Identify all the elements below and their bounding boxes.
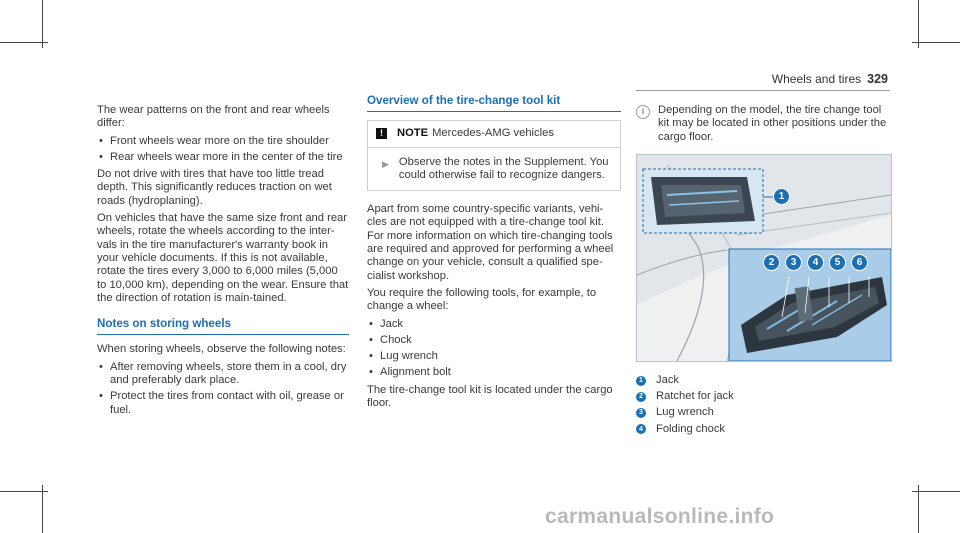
legend-label: Jack (656, 373, 680, 386)
legend-number: 3 (636, 408, 646, 418)
info-text: Depending on the model, the tire change tool kit may be located in other positions under the cargo floor. (658, 104, 887, 143)
info-note (636, 104, 892, 144)
list-item: • Chock (367, 334, 621, 347)
left-column (97, 104, 349, 421)
legend-label: Lug wrench (656, 406, 714, 419)
callout-4: 4 (807, 254, 824, 271)
tools-list (367, 318, 621, 380)
list-item: • Front wheels wear more on the tire shoulder (97, 135, 349, 148)
location-paragraph: The tire-change tool kit is located under the cargo floor. (367, 383, 613, 410)
tools-intro: You require the following tools, for example, to change a wheel: (367, 286, 597, 313)
note-box (367, 120, 621, 191)
note-body (368, 148, 620, 191)
storing-heading: Notes on storing wheels (97, 317, 349, 335)
list-item: • Protect the tires from contact with oil, grease or fuel. (97, 390, 349, 417)
crop-mark (912, 491, 960, 492)
watermark[interactable]: carmanualsonline.info (545, 505, 775, 528)
middle-column (367, 94, 621, 414)
callout-2: 2 (763, 254, 780, 271)
note-title: Mercedes-AMG vehicles (432, 127, 554, 140)
legend-item (636, 390, 892, 403)
callout-3: 3 (785, 254, 802, 271)
legend-label: Ratchet for jack (656, 390, 734, 403)
info-icon: i (636, 105, 650, 119)
legend-item (636, 423, 892, 436)
legend-number: 1 (636, 376, 646, 386)
legend-item (636, 374, 892, 387)
figure-legend (636, 374, 892, 436)
toolkit-paragraph: Apart from some country-specific variants, vehi-cles are not equipped with a tire-change tool kit. For more information on which tire-changing tools are required and approved for performing a wheel change on your vehicle, consult a qualified spe-cialist workshop. (367, 203, 614, 282)
list-item: • Rear wheels wear more in the center of the tire (97, 151, 349, 164)
wear-list (97, 135, 349, 165)
toolkit-illustration (636, 154, 892, 362)
right-column (636, 104, 892, 439)
wear-paragraph: The wear patterns on the front and rear wheels differ: (97, 104, 330, 130)
rotation-paragraph: On vehicles that have the same size front and rear wheels, rotate the wheels according to the inter-vals in the tire manufacturer's warranty book in your vehicle documents. If this is not available, rotate the tires every 3,000 to 6,000 miles (5,000 to 10,000 km), depending on the wear. Ensure that the direction of rotation is main-tained. (97, 212, 349, 304)
note-label: NOTE (397, 127, 429, 140)
page-header (772, 72, 888, 86)
note-header (368, 121, 620, 147)
storing-paragraph: When storing wheels, observe the following notes: (97, 343, 346, 356)
exclamation-icon: ! (376, 128, 387, 139)
list-item: • Lug wrench (367, 350, 621, 363)
callout-6: 6 (851, 254, 868, 271)
crop-mark (42, 0, 43, 48)
legend-number: 2 (636, 392, 646, 402)
crop-mark (918, 0, 919, 48)
header-rule (636, 90, 890, 91)
list-item: • Jack (367, 318, 621, 331)
crop-mark (42, 485, 43, 533)
callout-5: 5 (829, 254, 846, 271)
tread-paragraph: Do not drive with tires that have too little tread depth. This significantly reduces traction on wet roads (hydroplaning). (97, 168, 332, 207)
crop-mark (918, 485, 919, 533)
legend-label: Folding chock (656, 422, 726, 435)
page-number: 329 (867, 72, 888, 86)
section-title: Wheels and tires (771, 72, 862, 86)
storing-list (97, 361, 349, 417)
legend-item (636, 406, 892, 419)
toolkit-heading: Overview of the tire-change tool kit (367, 94, 621, 112)
list-item: • After removing wheels, store them in a cool, dry and preferably dark place. (97, 361, 349, 388)
legend-number: 4 (636, 424, 646, 434)
arrow-right-icon: ▶ (382, 158, 389, 169)
crop-mark (912, 42, 960, 43)
crop-mark (0, 491, 48, 492)
list-item: • Alignment bolt (367, 366, 621, 379)
crop-mark (0, 42, 48, 43)
note-body-text: Observe the notes in the Supplement. You could otherwise fail to recognize dangers. (398, 155, 609, 181)
callout-1: 1 (773, 188, 790, 205)
